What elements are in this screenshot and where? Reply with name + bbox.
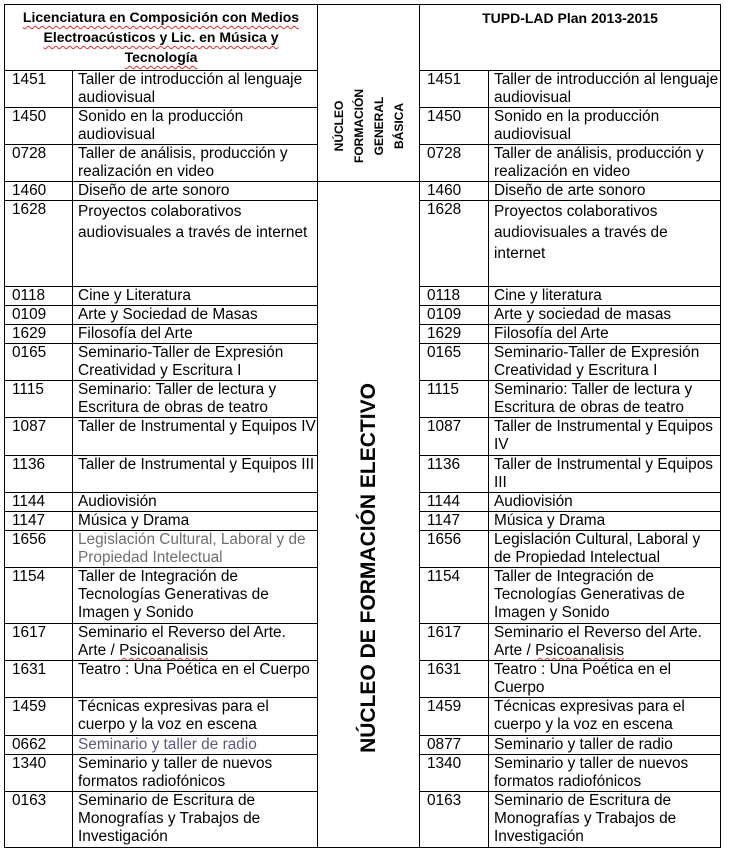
- right-course-name: Sonido en la producción audiovisual: [489, 108, 721, 145]
- header-row: [5, 5, 721, 71]
- left-course-code: 0109: [5, 306, 73, 325]
- left-course-name: Proyectos colaborativos audiovisuales a través de internet: [73, 201, 318, 287]
- left-course-code: 1631: [5, 661, 73, 698]
- right-course-code: 1087: [420, 418, 489, 456]
- right-course-name: Seminario el Reverso del Arte. Arte / Psicoanalisis: [489, 624, 721, 661]
- course-comparison-table: [4, 4, 721, 848]
- right-course-code: 0109: [420, 306, 489, 325]
- elective-core-label-cell: [318, 182, 420, 848]
- basic-core-label: NÚCLEO FORMACIÓN GENERAL BÁSICA: [331, 88, 406, 163]
- right-course-name: Taller de Instrumental y Equipos IV: [489, 418, 721, 456]
- left-course-code: 0728: [5, 145, 73, 182]
- left-course-code: 1340: [5, 755, 73, 792]
- left-course-name: Legislación Cultural, Laboral y de Propiedad Intelectual: [73, 531, 318, 568]
- right-course-name: Seminario y taller de radio: [489, 736, 721, 755]
- left-course-name: Cine y Literatura: [73, 287, 318, 306]
- left-course-code: 1450: [5, 108, 73, 145]
- right-course-code: 1154: [420, 568, 489, 624]
- right-course-code: 0163: [420, 792, 489, 848]
- left-course-name: Taller de Integración de Tecnologías Generativas de Imagen y Sonido: [73, 568, 318, 624]
- left-course-name: Teatro : Una Poética en el Cuerpo: [73, 661, 318, 698]
- course-row: [5, 182, 721, 201]
- left-course-code: 1460: [5, 182, 73, 201]
- left-course-code: 1147: [5, 512, 73, 531]
- left-course-code: 1115: [5, 381, 73, 418]
- left-course-code: 0163: [5, 792, 73, 848]
- right-course-name: Técnicas expresivas para el cuerpo y la voz en escena: [489, 698, 721, 736]
- right-course-name: Taller de Instrumental y Equipos III: [489, 456, 721, 493]
- left-course-code: 0662: [5, 736, 73, 755]
- left-course-name: Taller de introducción al lenguaje audiovisual: [73, 71, 318, 108]
- left-course-code: 1628: [5, 201, 73, 287]
- right-course-name: Arte y sociedad de masas: [489, 306, 721, 325]
- right-course-name: Seminario: Taller de lectura y Escritura de obras de teatro: [489, 381, 721, 418]
- right-course-code: 1147: [420, 512, 489, 531]
- right-course-name: Filosofía del Arte: [489, 325, 721, 344]
- right-course-name: Taller de Integración de Tecnologías Generativas de Imagen y Sonido: [489, 568, 721, 624]
- right-course-code: 1144: [420, 493, 489, 512]
- right-course-name: Taller de análisis, producción y realización en video: [489, 145, 721, 182]
- left-course-name: Seminario el Reverso del Arte. Arte / Psicoanalisis: [73, 624, 318, 661]
- right-course-name: Cine y literatura: [489, 287, 721, 306]
- left-course-name: Diseño de arte sonoro: [73, 182, 318, 201]
- right-course-name: Seminario-Taller de Expresión Creatividad y Escritura I: [489, 344, 721, 381]
- right-course-code: 1460: [420, 182, 489, 201]
- right-course-code: 1115: [420, 381, 489, 418]
- left-course-name: Filosofía del Arte: [73, 325, 318, 344]
- left-course-name: Taller de Instrumental y Equipos IV: [73, 418, 318, 456]
- basic-core-label-cell: [318, 71, 420, 182]
- left-course-code: 1451: [5, 71, 73, 108]
- right-course-code: 1629: [420, 325, 489, 344]
- left-course-code: 1656: [5, 531, 73, 568]
- right-course-name: Proyectos colaborativos audiovisuales a través de internet: [489, 201, 721, 287]
- right-course-name: Teatro : Una Poética en el Cuerpo: [489, 661, 721, 698]
- right-course-code: 1631: [420, 661, 489, 698]
- course-row: [5, 71, 721, 108]
- left-program-title: Licenciatura en Composición con Medios Electroacústicos y Lic. en Música y Tecnología: [5, 5, 318, 71]
- right-course-code: 1656: [420, 531, 489, 568]
- elective-core-label: NÚCLEO DE FORMACIÓN ELECTIVO: [356, 382, 380, 753]
- left-course-code: 1136: [5, 456, 73, 493]
- left-course-code: 0165: [5, 344, 73, 381]
- right-course-code: 1136: [420, 456, 489, 493]
- right-course-code: 1628: [420, 201, 489, 287]
- right-course-code: 1450: [420, 108, 489, 145]
- right-course-name: Diseño de arte sonoro: [489, 182, 721, 201]
- left-course-name: Seminario-Taller de Expresión Creatividad y Escritura I: [73, 344, 318, 381]
- left-course-code: 1629: [5, 325, 73, 344]
- left-course-name: Seminario y taller de radio: [73, 736, 318, 755]
- left-course-code: 1144: [5, 493, 73, 512]
- left-course-name: Técnicas expresivas para el cuerpo y la voz en escena: [73, 698, 318, 736]
- left-course-name: Audiovisión: [73, 493, 318, 512]
- left-course-code: 1459: [5, 698, 73, 736]
- right-course-code: 0877: [420, 736, 489, 755]
- header-spacer: [318, 5, 420, 71]
- right-course-name: Seminario de Escritura de Monografías y Trabajos de Investigación: [489, 792, 721, 848]
- left-course-code: 0118: [5, 287, 73, 306]
- left-course-name: Seminario de Escritura de Monografías y Trabajos de Investigación: [73, 792, 318, 848]
- right-course-name: Legislación Cultural, Laboral y de Propiedad Intelectual: [489, 531, 721, 568]
- right-course-code: 1459: [420, 698, 489, 736]
- left-course-code: 1087: [5, 418, 73, 456]
- left-course-name: Taller de Instrumental y Equipos III: [73, 456, 318, 493]
- left-course-name: Seminario y taller de nuevos formatos radiofónicos: [73, 755, 318, 792]
- left-course-name: Taller de análisis, producción y realización en video: [73, 145, 318, 182]
- right-course-code: 0118: [420, 287, 489, 306]
- right-program-title: TUPD-LAD Plan 2013-2015: [420, 5, 721, 71]
- right-course-code: 1340: [420, 755, 489, 792]
- right-course-name: Taller de introducción al lenguaje audiovisual: [489, 71, 721, 108]
- left-course-name: Seminario: Taller de lectura y Escritura de obras de teatro: [73, 381, 318, 418]
- right-course-code: 0165: [420, 344, 489, 381]
- right-course-code: 0728: [420, 145, 489, 182]
- right-course-name: Música y Drama: [489, 512, 721, 531]
- right-course-name: Seminario y taller de nuevos formatos radiofónicos: [489, 755, 721, 792]
- left-course-name: Música y Drama: [73, 512, 318, 531]
- left-course-code: 1154: [5, 568, 73, 624]
- right-course-name: Audiovisión: [489, 493, 721, 512]
- right-course-code: 1617: [420, 624, 489, 661]
- left-course-name: Sonido en la producción audiovisual: [73, 108, 318, 145]
- left-course-code: 1617: [5, 624, 73, 661]
- right-course-code: 1451: [420, 71, 489, 108]
- left-course-name: Arte y Sociedad de Masas: [73, 306, 318, 325]
